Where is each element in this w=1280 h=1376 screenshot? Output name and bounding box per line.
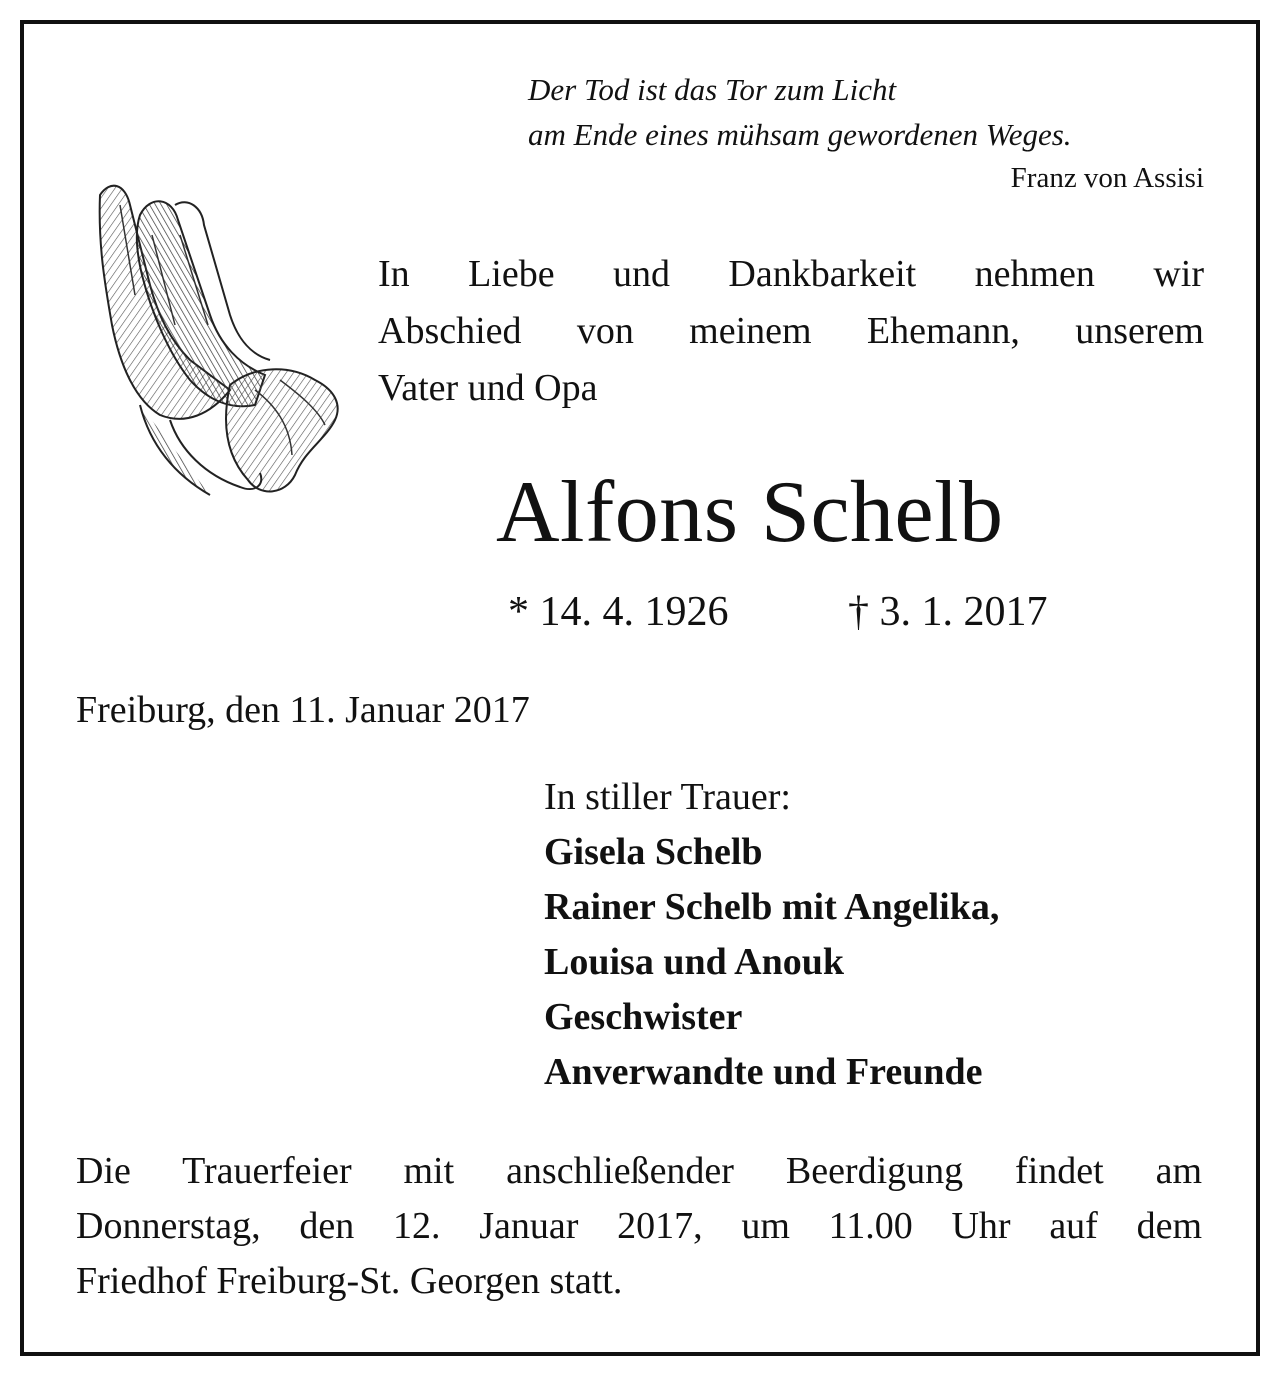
quote-line-1: Der Tod ist das Tor zum Licht <box>528 72 897 107</box>
mourners-block <box>544 770 999 1100</box>
mourner-name: Rainer Schelb mit Angelika, <box>544 886 1000 928</box>
funeral-line-1: Die Trauerfeier mit anschließender Beerdigung findet am <box>76 1150 1202 1192</box>
mourner-name: Geschwister <box>544 996 743 1038</box>
mourner-name: Louisa und Anouk <box>544 941 844 983</box>
mourner-name: Gisela Schelb <box>544 831 763 873</box>
death-date: † 3. 1. 2017 <box>848 589 1048 635</box>
intro-line-2: Abschied von meinem Ehemann, unserem <box>378 310 1204 352</box>
funeral-paragraph <box>76 1144 1202 1309</box>
funeral-line-2: Donnerstag, den 12. Januar 2017, um 11.00 Uhr auf dem <box>76 1205 1202 1247</box>
quote-line-2: am Ende eines mühsam gewordenen Weges. <box>528 117 1072 152</box>
praying-hands-icon <box>80 175 345 510</box>
intro-line-1: In Liebe und Dankbarkeit nehmen wir <box>378 253 1204 295</box>
quote-author: Franz von Assisi <box>1010 162 1204 194</box>
deceased-name: Alfons Schelb <box>496 464 1004 561</box>
intro-line-3: Vater und Opa <box>378 367 598 409</box>
intro-paragraph <box>378 246 1204 417</box>
mourners-heading: In stiller Trauer: <box>544 776 791 818</box>
funeral-line-3: Friedhof Freiburg-St. Georgen statt. <box>76 1260 623 1302</box>
place-date: Freiburg, den 11. Januar 2017 <box>76 689 530 731</box>
mourner-name: Anverwandte und Freunde <box>544 1051 983 1093</box>
birth-date: * 14. 4. 1926 <box>508 589 729 635</box>
